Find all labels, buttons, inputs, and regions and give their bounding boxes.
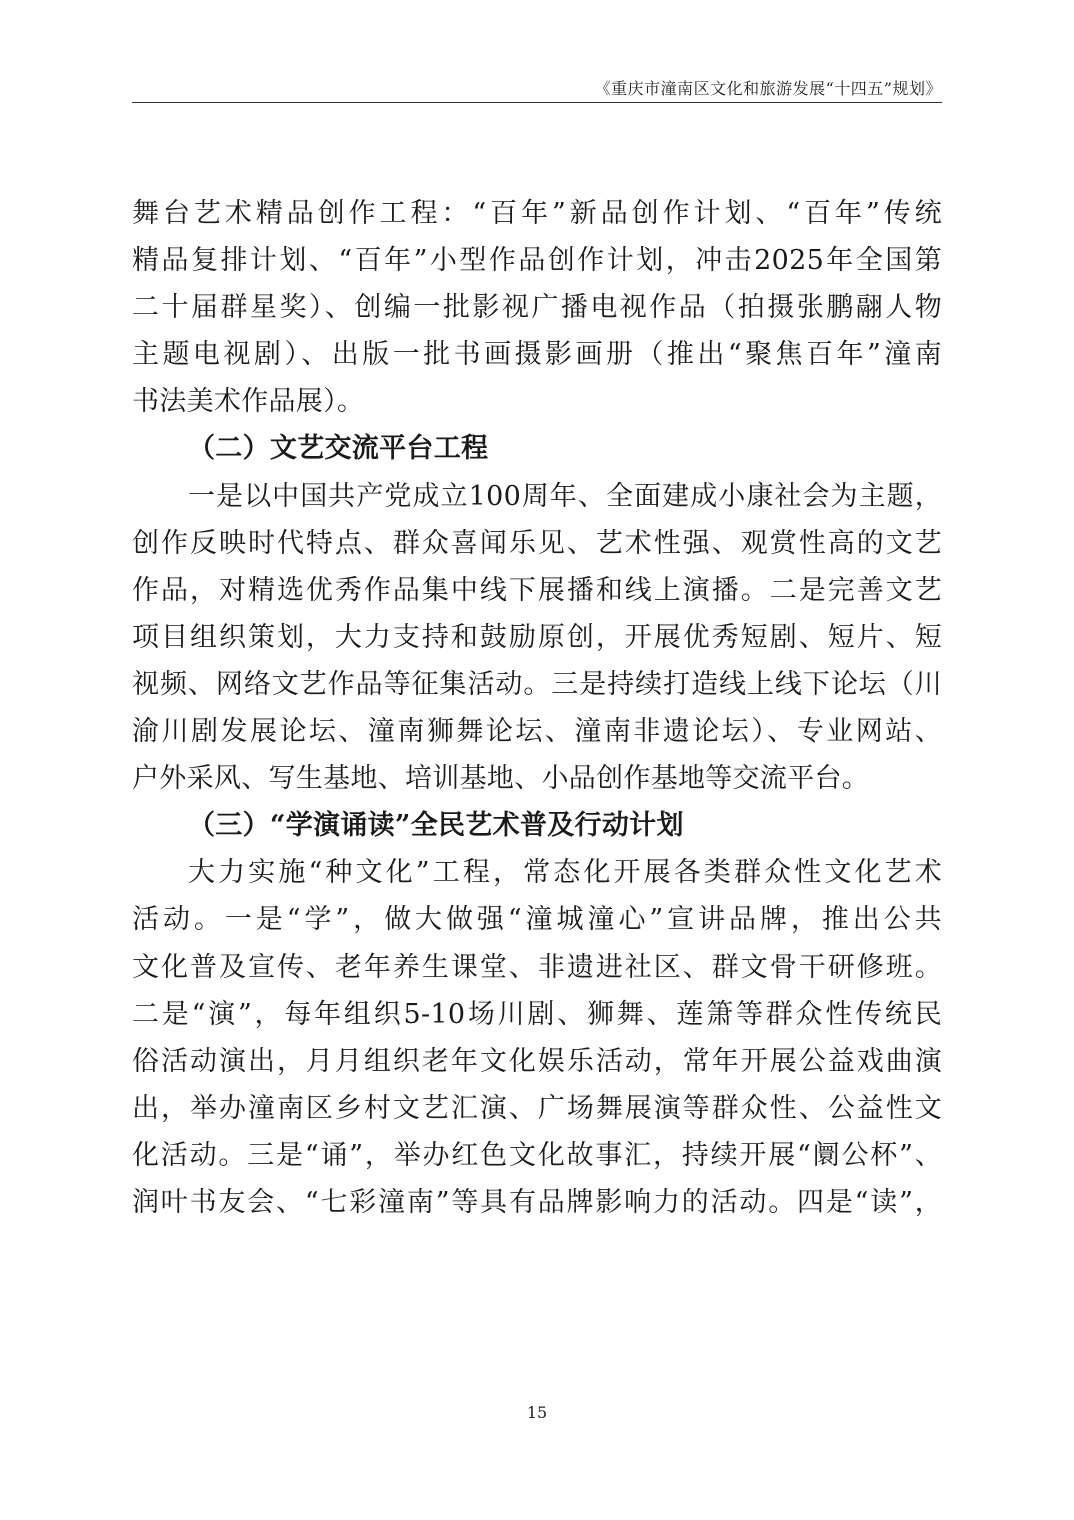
- body-line: 精品复排计划、“百年”小型作品创作计划，冲击2025年全国第: [132, 245, 942, 277]
- running-header: 《重庆市潼南区文化和旅游发展“十四五”规划》: [594, 79, 942, 98]
- body-line: 俗活动演出，月月组织老年文化娱乐活动，常年开展公益戏曲演: [132, 1045, 942, 1077]
- body-line: 创作反映时代特点、群众喜闻乐见、艺术性强、观赏性高的文艺: [132, 527, 942, 559]
- body-line: 视频、网络文艺作品等征集活动。三是持续打造线上线下论坛（川: [132, 668, 942, 700]
- body-line: 作品，对精选优秀作品集中线下展播和线上演播。二是完善文艺: [132, 574, 942, 606]
- body-line: 一是以中国共产党成立100周年、全面建成小康社会为主题，: [188, 480, 942, 512]
- body-line: 文化普及宣传、老年养生课堂、非遗进社区、群文骨干研修班。: [132, 951, 942, 983]
- body-line: 项目组织策划，大力支持和鼓励原创，开展优秀短剧、短片、短: [132, 621, 942, 653]
- body-line: 大力实施“种文化”工程，常态化开展各类群众性文化艺术: [188, 857, 942, 889]
- body-line: 主题电视剧）、出版一批书画摄影画册（推出“聚焦百年”潼南: [132, 339, 942, 371]
- body-line: 活动。一是“学”，做大做强“潼城潼心”宣讲品牌，推出公共: [132, 904, 942, 936]
- body-line: 出，举办潼南区乡村文艺汇演、广场舞展演等群众性、公益性文: [132, 1092, 942, 1124]
- page-number: 15: [526, 1403, 548, 1422]
- body-line: 渝川剧发展论坛、潼南狮舞论坛、潼南非遗论坛）、专业网站、: [132, 716, 942, 748]
- header-divider: [132, 102, 942, 103]
- body-line: 户外采风、写生基地、培训基地、小品创作基地等交流平台。: [132, 763, 870, 795]
- body-line: 二十届群星奖）、创编一批影视广播电视作品（拍摄张鹏翮人物: [132, 292, 942, 324]
- body-line: 舞台艺术精品创作工程：“百年”新品创作计划、“百年”传统: [132, 198, 942, 229]
- body-line: 书法美术作品展）。: [132, 386, 365, 418]
- body-line: 化活动。三是“诵”，举办红色文化故事汇，持续开展“阛公杯”、: [132, 1139, 942, 1171]
- body-line: 润叶书友会、“七彩潼南”等具有品牌影响力的活动。四是“读”，: [132, 1186, 942, 1218]
- page-body: [132, 190, 942, 1226]
- body-line: 二是“演”，每年组织5-10场川剧、狮舞、莲箫等群众性传统民: [132, 998, 942, 1030]
- section-heading: （二）文艺交流平台工程: [188, 433, 489, 465]
- section-heading: （三）“学演诵读”全民艺术普及行动计划: [188, 810, 684, 842]
